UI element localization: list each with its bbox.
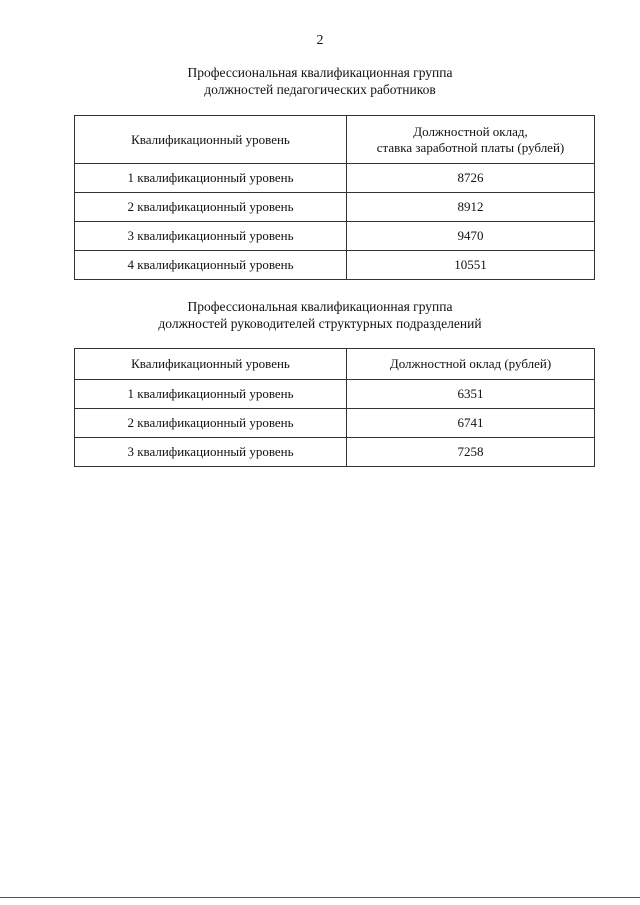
- level-cell: 3 квалификационный уровень: [75, 222, 347, 251]
- header-salary: Должностной оклад (рублей): [347, 349, 595, 380]
- section-1-title: [0, 64, 640, 98]
- table-row: [75, 409, 595, 438]
- section-1-title-line-2: должностей педагогических работников: [204, 82, 436, 97]
- section-1-title-line-1: Профессиональная квалификационная группа: [187, 65, 453, 80]
- table-header-row: [75, 116, 595, 164]
- header-salary: [347, 116, 595, 164]
- level-cell: 1 квалификационный уровень: [75, 380, 347, 409]
- salary-cell: 6741: [347, 409, 595, 438]
- section-2-title-line-2: должностей руководителей структурных подразделений: [158, 316, 482, 331]
- table-row: [75, 380, 595, 409]
- header-level: Квалификационный уровень: [75, 116, 347, 164]
- level-cell: 4 квалификационный уровень: [75, 251, 347, 280]
- pedagogical-salary-table: [74, 115, 595, 280]
- level-cell: 2 квалификационный уровень: [75, 193, 347, 222]
- salary-cell: 7258: [347, 438, 595, 467]
- salary-cell: 9470: [347, 222, 595, 251]
- header-level: Квалификационный уровень: [75, 349, 347, 380]
- section-2-title-line-1: Профессиональная квалификационная группа: [187, 299, 453, 314]
- header-salary-line-1: Должностной оклад,: [413, 123, 528, 139]
- level-cell: 2 квалификационный уровень: [75, 409, 347, 438]
- table-row: [75, 438, 595, 467]
- salary-cell: 8726: [347, 164, 595, 193]
- table-row: [75, 164, 595, 193]
- header-salary-line-2: ставка заработной платы (рублей): [376, 139, 565, 155]
- salary-cell: 8912: [347, 193, 595, 222]
- section-2-title: [0, 298, 640, 332]
- level-cell: 3 квалификационный уровень: [75, 438, 347, 467]
- table-row: [75, 251, 595, 280]
- table-row: [75, 222, 595, 251]
- page-number: 2: [316, 33, 324, 48]
- level-cell: 1 квалификационный уровень: [75, 164, 347, 193]
- manager-salary-table: [74, 348, 595, 467]
- salary-cell: 10551: [347, 251, 595, 280]
- page-bottom-divider: [0, 897, 640, 898]
- table-header-row: [75, 349, 595, 380]
- table-row: [75, 193, 595, 222]
- salary-cell: 6351: [347, 380, 595, 409]
